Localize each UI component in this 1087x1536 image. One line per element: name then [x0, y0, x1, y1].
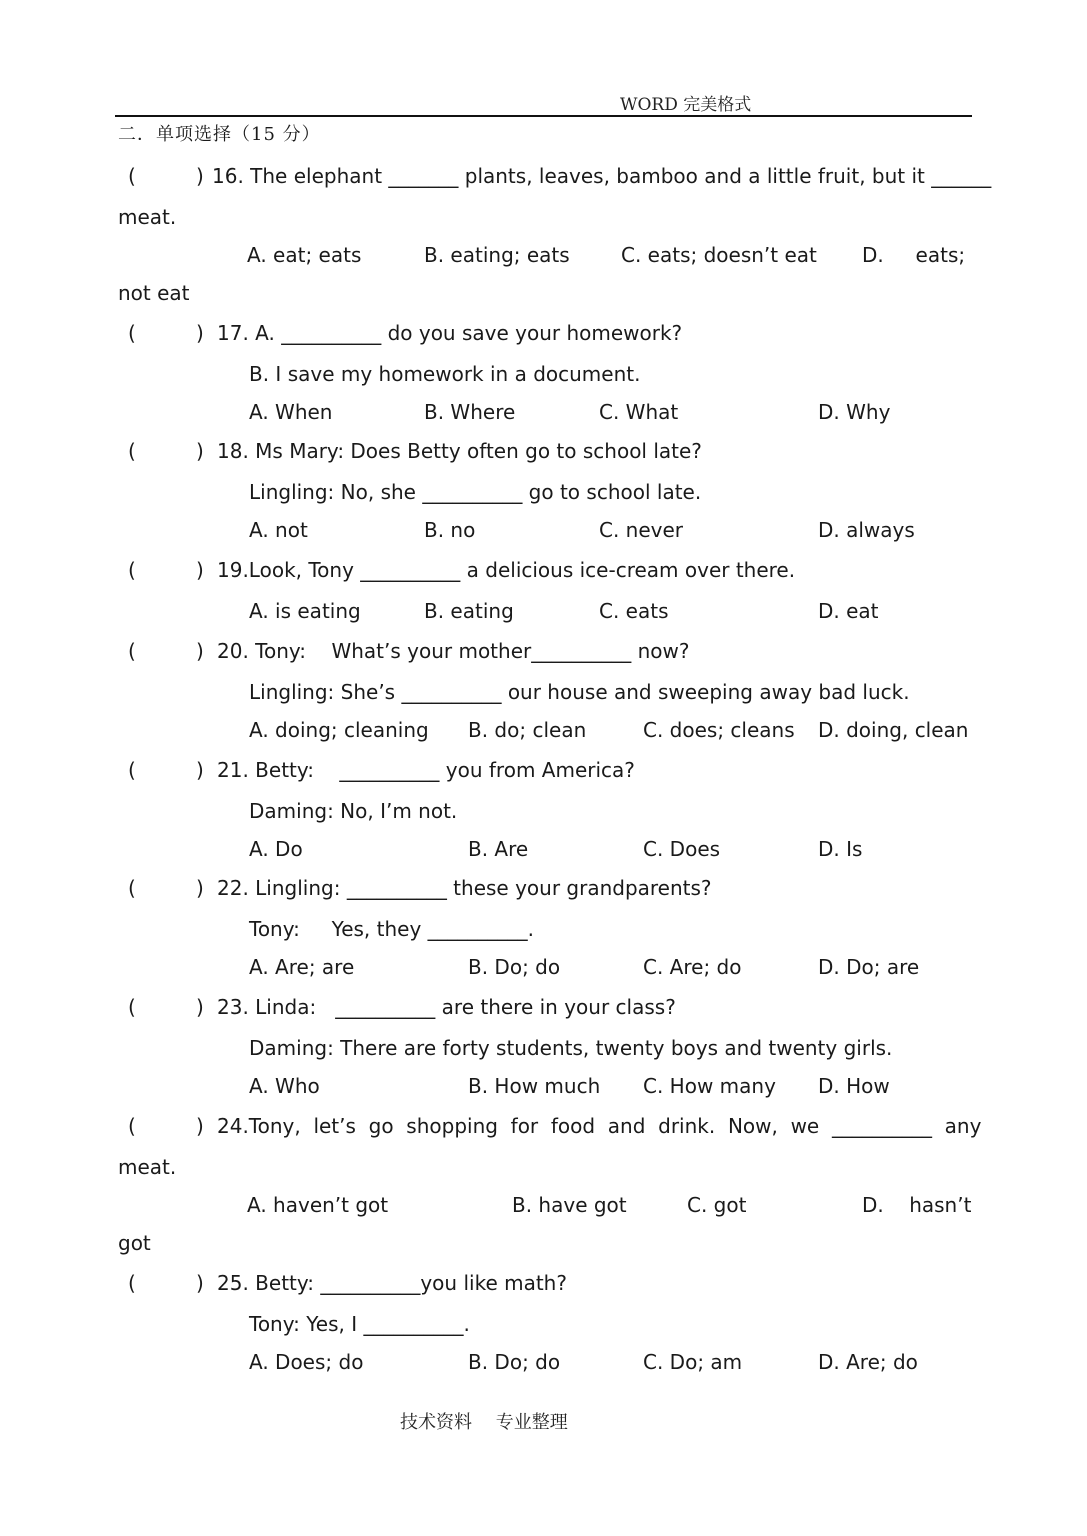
- option-c: C. got: [687, 1193, 747, 1217]
- option-d: D. Do; are: [818, 955, 920, 979]
- question-dialogue: Lingling: She’s __________ our house and sweeping away bad luck.: [249, 680, 910, 704]
- section-title: 二．单项选择（15 分）: [118, 124, 321, 145]
- question-stem: 22. Lingling: __________ these your grandparents?: [217, 876, 712, 900]
- page-footer: 技术资料 专业整理: [400, 1412, 568, 1433]
- option-d: D. Is: [818, 837, 863, 861]
- option-continued: not eat: [118, 281, 190, 305]
- answer-paren-open: (: [128, 758, 136, 782]
- question-stem: 19.Look, Tony __________ a delicious ice-cream over there.: [217, 558, 796, 582]
- option-b: B. Are: [468, 837, 529, 861]
- question-dialogue: B. I save my homework in a document.: [249, 362, 641, 386]
- option-b: B. do; clean: [468, 718, 587, 742]
- answer-paren-open: (: [128, 1271, 136, 1295]
- answer-paren-open: (: [128, 321, 136, 345]
- option-c: C. How many: [643, 1074, 776, 1098]
- option-b: B. have got: [512, 1193, 627, 1217]
- option-a: A. not: [249, 518, 308, 542]
- question-dialogue: Lingling: No, she __________ go to school late.: [249, 480, 702, 504]
- option-a: A. is eating: [249, 599, 361, 623]
- question-stem: 16. The elephant _______ plants, leaves, bamboo and a little fruit, but it ______: [212, 164, 992, 188]
- answer-paren-open: (: [128, 439, 136, 463]
- question-stem: 25. Betty: __________you like math?: [217, 1271, 567, 1295]
- answer-paren-close: ): [196, 321, 204, 345]
- question-stem-continued: meat.: [118, 205, 177, 229]
- answer-paren-close: ): [196, 876, 204, 900]
- answer-paren-open: (: [128, 995, 136, 1019]
- option-a: A. haven’t got: [247, 1193, 389, 1217]
- answer-paren-close: ): [196, 995, 204, 1019]
- option-c: C. Does: [643, 837, 721, 861]
- option-a: A. When: [249, 400, 333, 424]
- answer-paren-open: (: [128, 164, 136, 188]
- option-b: B. eating: [424, 599, 514, 623]
- question-stem: 18. Ms Mary: Does Betty often go to school late?: [217, 439, 702, 463]
- option-d: D. hasn’t: [862, 1193, 972, 1217]
- option-d: D. eats;: [862, 243, 966, 267]
- answer-paren-close: ): [196, 1114, 204, 1138]
- option-a: A. doing; cleaning: [249, 718, 429, 742]
- question-stem-continued: meat.: [118, 1155, 177, 1179]
- option-b: B. no: [424, 518, 476, 542]
- question-dialogue: Daming: No, I’m not.: [249, 799, 458, 823]
- answer-paren-close: ): [196, 164, 204, 188]
- question-stem: 17. A. __________ do you save your homework?: [217, 321, 683, 345]
- answer-paren-open: (: [128, 639, 136, 663]
- option-c: C. eats; doesn’t eat: [621, 243, 817, 267]
- question-dialogue: Tony: Yes, I __________.: [249, 1312, 470, 1336]
- option-d: D. Why: [818, 400, 891, 424]
- answer-paren-close: ): [196, 439, 204, 463]
- answer-paren-close: ): [196, 758, 204, 782]
- answer-paren-close: ): [196, 1271, 204, 1295]
- option-a: A. eat; eats: [247, 243, 362, 267]
- header-divider: [115, 115, 972, 117]
- answer-paren-open: (: [128, 558, 136, 582]
- option-b: B. How much: [468, 1074, 601, 1098]
- option-a: A. Are; are: [249, 955, 355, 979]
- option-d: D. Are; do: [818, 1350, 918, 1374]
- answer-paren-close: ): [196, 558, 204, 582]
- option-c: C. does; cleans: [643, 718, 795, 742]
- option-d: D. eat: [818, 599, 879, 623]
- option-c: C. eats: [599, 599, 669, 623]
- answer-paren-close: ): [196, 639, 204, 663]
- answer-paren-open: (: [128, 1114, 136, 1138]
- option-c: C. What: [599, 400, 679, 424]
- option-c: C. Are; do: [643, 955, 742, 979]
- option-a: A. Do: [249, 837, 303, 861]
- option-b: B. Do; do: [468, 955, 561, 979]
- page-header: WORD 完美格式: [620, 95, 752, 115]
- option-a: A. Who: [249, 1074, 320, 1098]
- question-stem: 20. Tony: What’s your mother__________ now?: [217, 639, 690, 663]
- option-b: B. Do; do: [468, 1350, 561, 1374]
- option-d: D. doing, clean: [818, 718, 969, 742]
- question-dialogue: Daming: There are forty students, twenty boys and twenty girls.: [249, 1036, 893, 1060]
- option-a: A. Does; do: [249, 1350, 364, 1374]
- question-dialogue: Tony: Yes, they __________.: [249, 917, 535, 941]
- question-stem: 23. Linda: __________ are there in your class?: [217, 995, 676, 1019]
- option-c: C. Do; am: [643, 1350, 743, 1374]
- question-stem: 24.Tony, let’s go shopping for food and drink. Now, we __________ any: [217, 1114, 982, 1138]
- option-continued: got: [118, 1231, 151, 1255]
- option-d: D. always: [818, 518, 915, 542]
- option-c: C. never: [599, 518, 684, 542]
- option-d: D. How: [818, 1074, 890, 1098]
- option-b: B. Where: [424, 400, 516, 424]
- option-b: B. eating; eats: [424, 243, 570, 267]
- answer-paren-open: (: [128, 876, 136, 900]
- question-stem: 21. Betty: __________ you from America?: [217, 758, 635, 782]
